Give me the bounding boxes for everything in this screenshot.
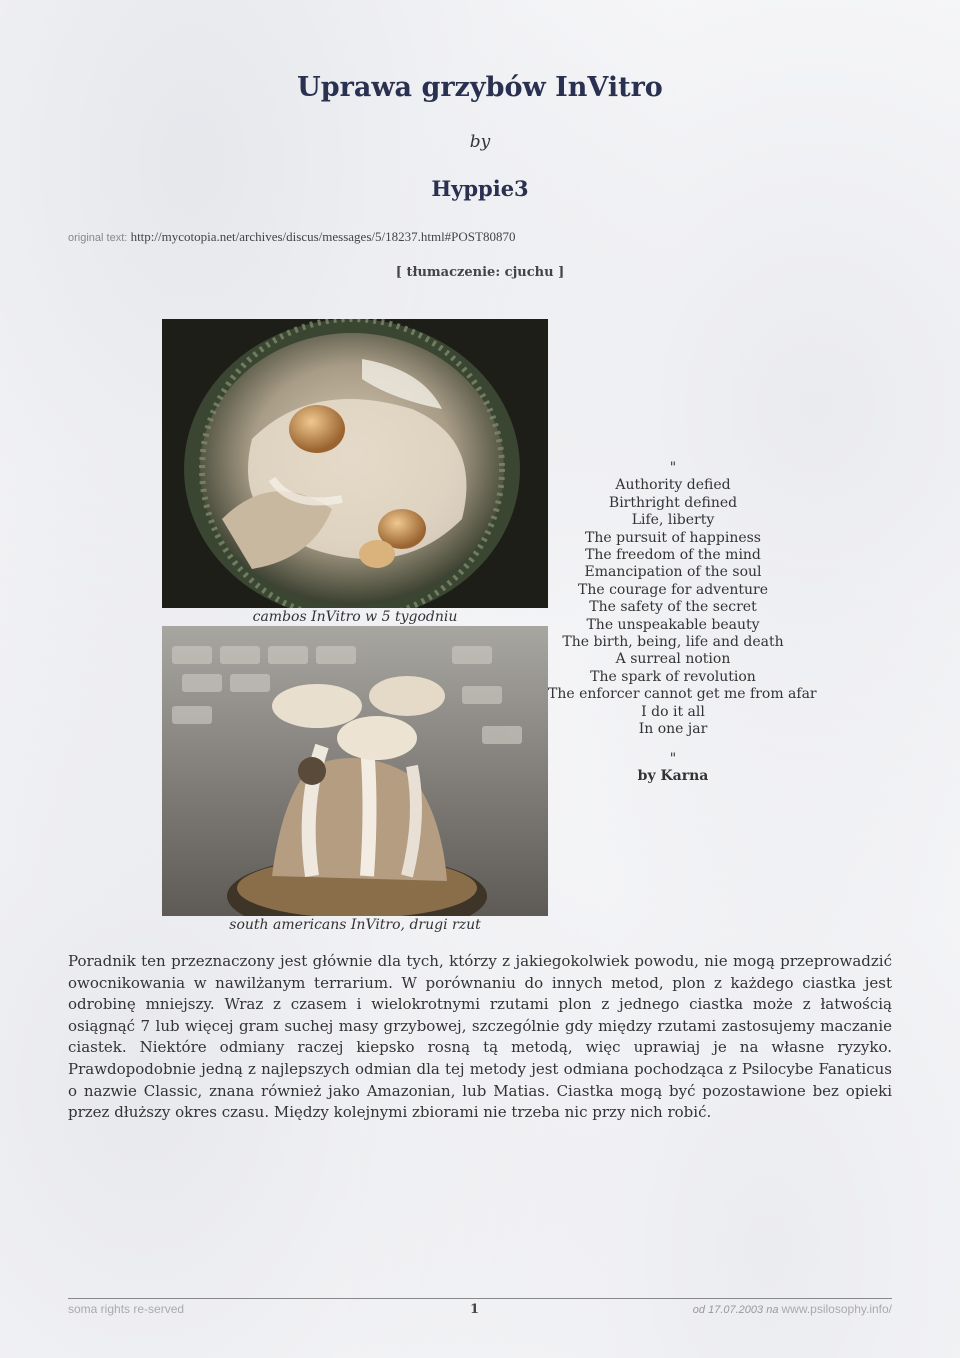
poem-line: The birth, being, life and death <box>562 634 784 651</box>
footer-site-link[interactable]: www.psilosophy.info/ <box>781 1302 892 1316</box>
poem-line: The safety of the secret <box>589 599 757 616</box>
poem-line: The pursuit of happiness <box>584 529 761 546</box>
page-number: 1 <box>470 1302 480 1317</box>
poem-line: The courage for adventure <box>577 581 768 598</box>
photo-caption: south americans InVitro, drugi rzut <box>229 917 481 933</box>
poem-line: Life, liberty <box>631 512 715 529</box>
translation-credit: [ tłumaczenie: cjuchu ] <box>395 265 565 280</box>
poem-line: A surreal notion <box>615 651 731 668</box>
by-label: by <box>469 132 491 152</box>
poem-line: The enforcer cannot get me from afar <box>548 686 817 703</box>
footer-rights: soma rights re-served <box>68 1302 185 1316</box>
author-name: Hyppie3 <box>431 176 529 201</box>
poem-line: The unspeakable beauty <box>586 616 760 633</box>
poem-line: Emancipation of the soul <box>584 564 762 581</box>
poem-open-quote: " <box>669 460 677 476</box>
poem-line: Authority defied <box>615 477 731 494</box>
mushroom-jar-photo <box>162 319 548 608</box>
mushroom-keyboard-photo <box>162 626 548 916</box>
original-text-link[interactable]: http://mycotopia.net/archives/discus/messages/5/18237.html#POST80870 <box>130 229 516 244</box>
poem-close-quote: " <box>669 750 677 767</box>
poem-line: The spark of revolution <box>590 668 756 685</box>
poem-line: The freedom of the mind <box>585 547 761 564</box>
poem-line: I do it all <box>641 703 705 720</box>
poem <box>548 460 817 785</box>
original-text-label: original text: <box>68 232 128 244</box>
page-title: Uprawa grzybów InVitro <box>297 72 663 103</box>
poem-attribution: by Karna <box>637 767 709 784</box>
photo-caption: cambos InVitro w 5 tygodniu <box>252 609 458 625</box>
original-text-line <box>68 229 515 245</box>
poem-line: In one jar <box>638 721 708 738</box>
footer-divider <box>68 1298 892 1299</box>
footer-source <box>693 1302 892 1316</box>
body-paragraph: Poradnik ten przeznaczony jest głównie dla tych, którzy z jakiegokolwiek powodu, nie mogą przeprowadzić owocnikowania w nawilżanym terrarium. W porównaniu do innych metod, plon z każdego ciastka jest odrobinę mniejszy. Wraz z czasem i wielokrotnymi rzutami plon z jednego ciastka może z łatwością osiągnąć 7 lub więcej gram suchej masy grzybowej, szczególnie gdy między rzutami zastosujemy maczanie ciastek. Niektóre odmiany raczej kiepsko rosną tą metodą, więc uprawiaj je na własne ryzyko. Prawdopodobnie jedną z najlepszych odmian dla tej metody jest odmiana pochodząca z Psilocybe Fanaticus o nazwie Classic, znana również jako Amazonian, lub Matias. Ciastka mogą być pozostawione bez opieki przez dłuższy okres czasu. Między kolejnymi zbiorami nie trzeba nic przy nich robić. <box>68 952 892 1122</box>
footer-date: od 17.07.2003 na <box>692 1304 779 1316</box>
poem-line: Birthright defined <box>608 494 738 511</box>
